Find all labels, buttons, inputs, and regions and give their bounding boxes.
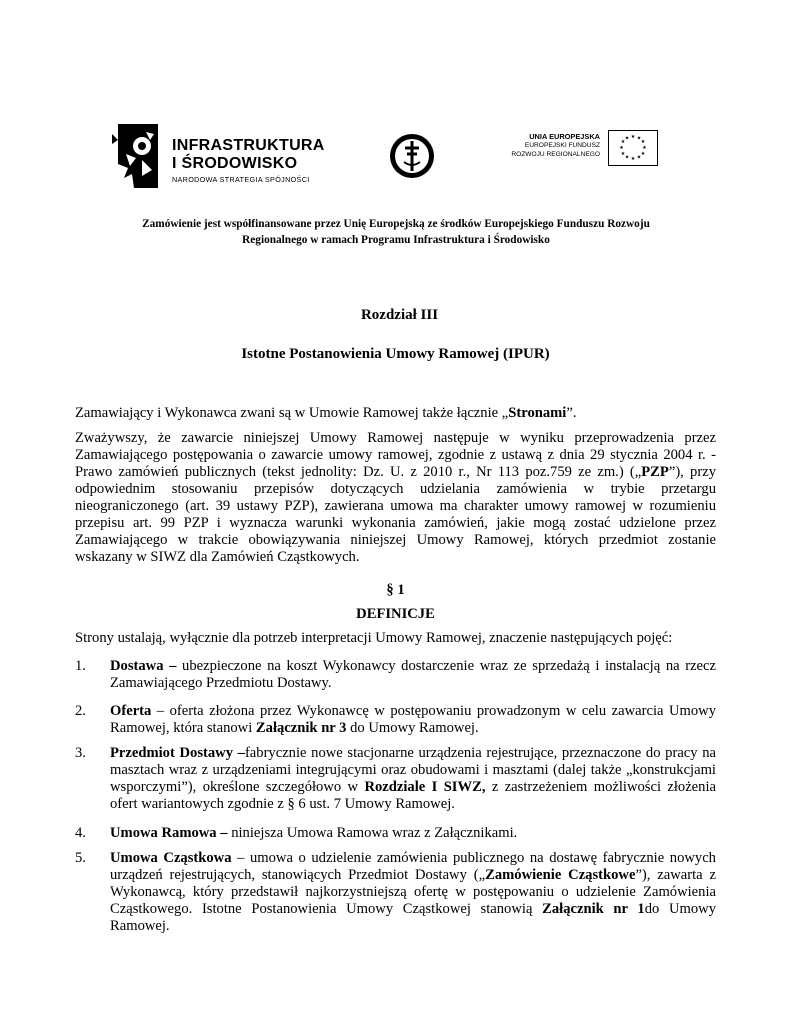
definition-term: Dostawa – bbox=[110, 658, 177, 674]
definition-bold: Zamówienie Cząstkowe bbox=[485, 867, 636, 883]
svg-text:★: ★ bbox=[630, 156, 636, 162]
document-title: Istotne Postanowienia Umowy Ramowej (IPUR) bbox=[241, 346, 550, 362]
definition-body: ubezpieczone na koszt Wykonawcy dostarczenie wraz ze sprzedażą i instalacją na rzecz Zamawiającego Przedmiotu Dostawy. bbox=[110, 658, 716, 691]
seal-logo bbox=[388, 132, 436, 180]
definition-number: 5. bbox=[75, 850, 86, 866]
definition-text bbox=[110, 745, 716, 813]
definition-bold: Załącznik nr 3 bbox=[255, 720, 347, 736]
definition-body: do Umowy Ramowej. bbox=[346, 720, 479, 736]
svg-text:★: ★ bbox=[619, 145, 624, 151]
definition-number: 2. bbox=[75, 703, 86, 719]
definition-text bbox=[110, 658, 716, 692]
definition-body: fabrycznie nowe stacjonarne urządzenia rejestrujące, przeznaczone do pracy na masztach wraz z urządzeniami integrującymi oraz obudowami i masztami (dalej także „konstrukcjami wsporczymi”), określone szczegółowo w bbox=[110, 745, 716, 795]
cofinancing-notice bbox=[70, 216, 722, 248]
eu-flag-icon bbox=[608, 130, 658, 166]
section-mark: § 1 bbox=[386, 582, 405, 598]
svg-text:★: ★ bbox=[620, 139, 626, 145]
svg-text:★: ★ bbox=[624, 154, 630, 161]
logo-is-line3: NARODOWA STRATEGIA SPÓJNOŚCI bbox=[172, 175, 310, 184]
cofinancing-line1: Zamówienie jest współfinansowane przez Unię Europejską ze środków Europejskiego Funduszu Rozwoju bbox=[142, 218, 650, 230]
intro-text: Zamawiający i Wykonawca zwani są w Umowie Ramowej także łącznie „ bbox=[75, 405, 509, 421]
definition-body: – oferta złożona przez Wykonawcę w postępowaniu prowadzonym w celu zawarcia Umowy Ramowej, która stanowi bbox=[110, 703, 716, 736]
definition-term: Umowa Cząstkowa bbox=[110, 850, 232, 866]
infrastruktura-logo bbox=[112, 124, 325, 190]
eu-logo-line2: EUROPEJSKI FUNDUSZ bbox=[524, 142, 600, 149]
eu-logo bbox=[498, 130, 658, 180]
definition-term: Oferta bbox=[110, 703, 152, 719]
svg-text:★: ★ bbox=[636, 154, 642, 161]
intro-end: ”. bbox=[566, 405, 577, 421]
definition-term: Przedmiot Dostawy – bbox=[110, 745, 245, 761]
svg-text:★: ★ bbox=[642, 145, 647, 151]
svg-text:★: ★ bbox=[624, 135, 630, 142]
infrastruktura-emblem-icon bbox=[112, 124, 162, 190]
definition-body: ”), zawarta z Wykonawcą, który przedstawił najkorzystniejszą ofertę w postępowaniu o udzielenie Zamówienia Cząstkowego. Istotne Postanowienia Umowy Cząstkowej stanowią bbox=[110, 867, 717, 917]
section-title: DEFINICJE bbox=[356, 606, 435, 622]
definition-text bbox=[110, 825, 716, 842]
eu-logo-line1: UNIA EUROPEJSKA bbox=[529, 132, 600, 141]
chapter-heading: Rozdział III bbox=[360, 307, 439, 323]
svg-text:★: ★ bbox=[640, 151, 646, 157]
whereas-text: Zważywszy, że zawarcie niniejszej Umowy Ramowej następuje w wyniku przeprowadzenia przez Zamawiającego postępowania o zawarcie umowy ramowej, zgodnie z ustawą z dnia 29 stycznia 2004 r. - Prawo zamówień publicznych (tekst jednolity: Dz. U. z 2010 r., Nr 113 poz.759 ze zm.) („ bbox=[75, 430, 716, 480]
svg-text:★: ★ bbox=[630, 134, 636, 140]
svg-text:★: ★ bbox=[640, 139, 646, 145]
svg-text:★: ★ bbox=[636, 135, 642, 142]
eu-logo-line3: ROZWOJU REGIONALNEGO bbox=[511, 151, 600, 158]
definition-body: niniejsza Umowa Ramowa wraz z Załącznikami. bbox=[227, 825, 518, 841]
whereas-term: PZP bbox=[641, 464, 669, 480]
svg-text:★: ★ bbox=[620, 151, 626, 157]
definition-body: do Umowy Ramowej. bbox=[110, 901, 716, 934]
definition-bold: Rozdziale I SIWZ, bbox=[364, 779, 486, 795]
logo-bar bbox=[0, 118, 791, 198]
cofinancing-line2: Regionalnego w ramach Programu Infrastruktura i Środowisko bbox=[242, 234, 550, 246]
definition-term: Umowa Ramowa – bbox=[110, 825, 228, 841]
logo-is-line2: I ŚRODOWISKO bbox=[172, 155, 298, 172]
definition-number: 4. bbox=[75, 825, 86, 841]
whereas-end: ”), przy odpowiednim stosowaniu przepisów dotyczących udzielania zamówienia w trybie przetargu nieograniczonego (art. 39 ustawy PZP), zawierana umowa ma charakter umowy ramowej w rozumieniu przepisu art. 99 PZP i wyznacza warunki wykonania zamówień, jakie mogą zostać udzielone przez Zamawiającego w trakcie obowiązywania niniejszej Umowy Ramowej, których przedmiot zostanie wskazany w SIWZ dla Zamówień Cząstkowych. bbox=[75, 464, 716, 565]
definition-body: – umowa o udzielenie zamówienia publicznego na dostawę fabrycznie nowych urządzeń rejestrujących, stanowiących Przedmiot Dostawy („ bbox=[110, 850, 716, 883]
definition-text bbox=[110, 850, 716, 935]
definition-number: 3. bbox=[75, 745, 86, 761]
definition-body: z zastrzeżeniem możliwości złożenia ofert wariantowych zgodnie z § 6 ust. 7 Umowy Ramowej. bbox=[110, 779, 716, 812]
intro-paragraph bbox=[75, 405, 716, 422]
definition-text bbox=[110, 703, 716, 737]
definition-number: 1. bbox=[75, 658, 86, 674]
whereas-paragraph bbox=[75, 430, 716, 566]
definition-bold: Załącznik nr 1 bbox=[542, 901, 645, 917]
parties-paragraph: Strony ustalają, wyłącznie dla potrzeb interpretacji Umowy Ramowej, znaczenie następujących pojęć: bbox=[75, 630, 673, 646]
intro-term: Stronami bbox=[508, 405, 567, 421]
seal-icon bbox=[388, 132, 436, 180]
logo-is-line1: INFRASTRUKTURA bbox=[172, 137, 325, 154]
